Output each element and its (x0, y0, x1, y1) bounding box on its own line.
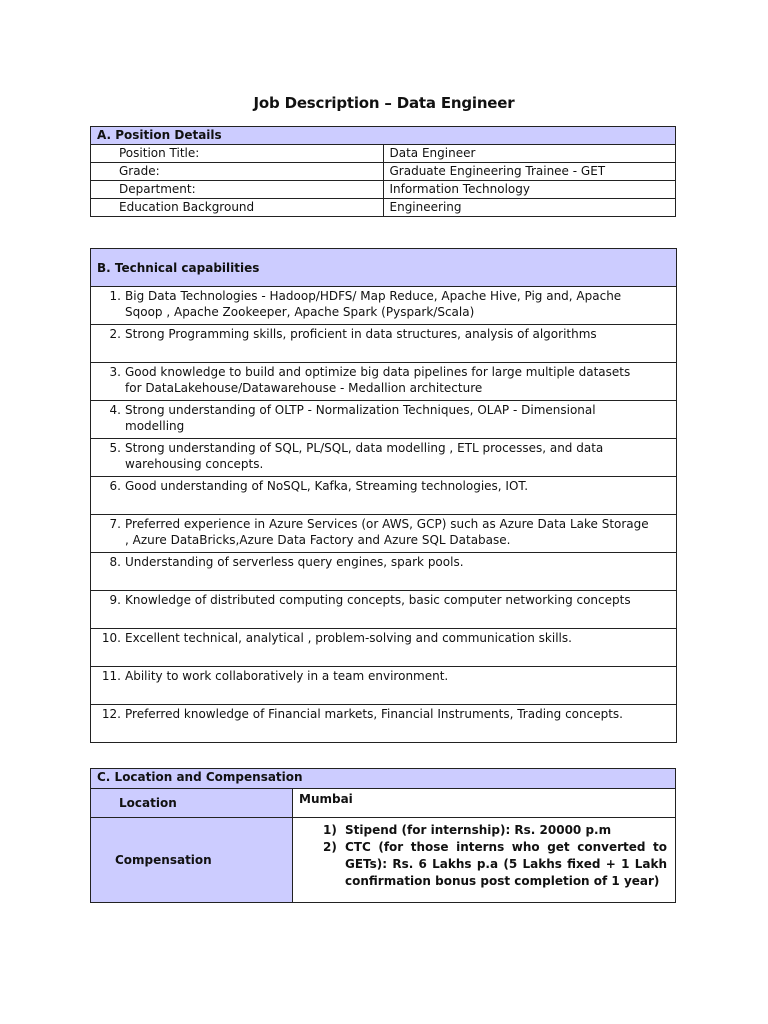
item-number: 5. (109, 441, 121, 455)
item-text: Knowledge of distributed computing concepts, basic computer networking concepts (125, 593, 631, 607)
stipend-text: Stipend (for internship): Rs. 20000 p.m (345, 823, 612, 837)
capability-item (91, 363, 677, 401)
table-row (91, 477, 677, 515)
item-text: Preferred experience in Azure Services (or AWS, GCP) such as Azure Data Lake Storage , Azure DataBricks,Azure Data Factory and Azure SQL Database. (125, 517, 649, 547)
list-number: 1) (323, 823, 337, 837)
item-number: 7. (109, 517, 121, 531)
item-text: Ability to work collaboratively in a team environment. (125, 669, 449, 683)
item-text: Strong Programming skills, proficient in data structures, analysis of algorithms (125, 327, 597, 341)
item-number: 11. (101, 669, 121, 683)
table-row (91, 515, 677, 553)
capability-item (91, 477, 677, 515)
table-row (91, 439, 677, 477)
position-title-label: Position Title: (91, 145, 384, 163)
item-number: 3. (109, 365, 121, 379)
department-label: Department: (91, 181, 384, 199)
capability-item (91, 667, 677, 705)
item-number: 4. (109, 403, 121, 417)
list-number: 2) (323, 840, 337, 854)
position-title-value: Data Engineer (383, 145, 676, 163)
table-row (91, 287, 677, 325)
item-text: Strong understanding of OLTP - Normalization Techniques, OLAP - Dimensional modelling (125, 403, 596, 433)
capability-item (91, 629, 677, 667)
table-row (91, 145, 676, 163)
ctc-text: CTC (for those interns who get converted to GETs): Rs. 6 Lakhs p.a (5 Lakhs fixed + 1 Lakh confirmation bonus post completion of 1 year) (345, 840, 667, 888)
page-title: Job Description – Data Engineer (253, 94, 515, 112)
item-number: 10. (101, 631, 121, 645)
table-row (91, 363, 677, 401)
item-number: 2. (109, 327, 121, 341)
item-text: Good understanding of NoSQL, Kafka, Streaming technologies, IOT. (125, 479, 529, 493)
position-details-table (90, 126, 676, 217)
table-row (91, 181, 676, 199)
item-text: Strong understanding of SQL, PL/SQL, data modelling , ETL processes, and data warehousing concepts. (125, 441, 604, 471)
table-row (91, 629, 677, 667)
item-text: Good knowledge to build and optimize big data pipelines for large multiple datasets for DataLakehouse/Datawarehouse - Medallion architecture (125, 365, 631, 395)
table-row (91, 553, 677, 591)
item-text: Understanding of serverless query engines, spark pools. (125, 555, 464, 569)
location-value: Mumbai (293, 789, 676, 818)
table-row (91, 667, 677, 705)
item-number: 12. (101, 707, 121, 721)
capability-item (91, 325, 677, 363)
list-item (323, 822, 667, 839)
compensation-list (323, 822, 667, 890)
table-row (91, 789, 676, 818)
table-row (91, 325, 677, 363)
table-row (91, 591, 677, 629)
table-row (91, 199, 676, 217)
table-row (91, 818, 676, 903)
capability-item (91, 591, 677, 629)
location-compensation-header: C. Location and Compensation (91, 769, 676, 789)
table-row (91, 705, 677, 743)
capability-item (91, 401, 677, 439)
grade-label: Grade: (91, 163, 384, 181)
technical-capabilities-header: B. Technical capabilities (91, 249, 677, 287)
position-details-header: A. Position Details (91, 127, 676, 145)
item-number: 8. (109, 555, 121, 569)
department-value: Information Technology (383, 181, 676, 199)
capability-item (91, 439, 677, 477)
location-compensation-table (90, 768, 676, 903)
capability-item (91, 705, 677, 743)
capability-item (91, 515, 677, 553)
item-text: Big Data Technologies - Hadoop/HDFS/ Map Reduce, Apache Hive, Pig and, Apache Sqoop , Apache Zookeeper, Apache Spark (Pyspark/Scala) (125, 289, 622, 319)
grade-value: Graduate Engineering Trainee - GET (383, 163, 676, 181)
education-label: Education Background (91, 199, 384, 217)
technical-capabilities-table (90, 248, 677, 743)
compensation-label: Compensation (91, 818, 293, 903)
capability-item (91, 553, 677, 591)
education-value: Engineering (383, 199, 676, 217)
table-row (91, 401, 677, 439)
compensation-value (293, 818, 676, 903)
location-label: Location (91, 789, 293, 818)
item-text: Excellent technical, analytical , problem-solving and communication skills. (125, 631, 572, 645)
item-number: 6. (109, 479, 121, 493)
table-row (91, 163, 676, 181)
item-number: 1. (109, 289, 121, 303)
item-text: Preferred knowledge of Financial markets, Financial Instruments, Trading concepts. (125, 707, 623, 721)
capability-item (91, 287, 677, 325)
list-item (323, 839, 667, 890)
item-number: 9. (109, 593, 121, 607)
